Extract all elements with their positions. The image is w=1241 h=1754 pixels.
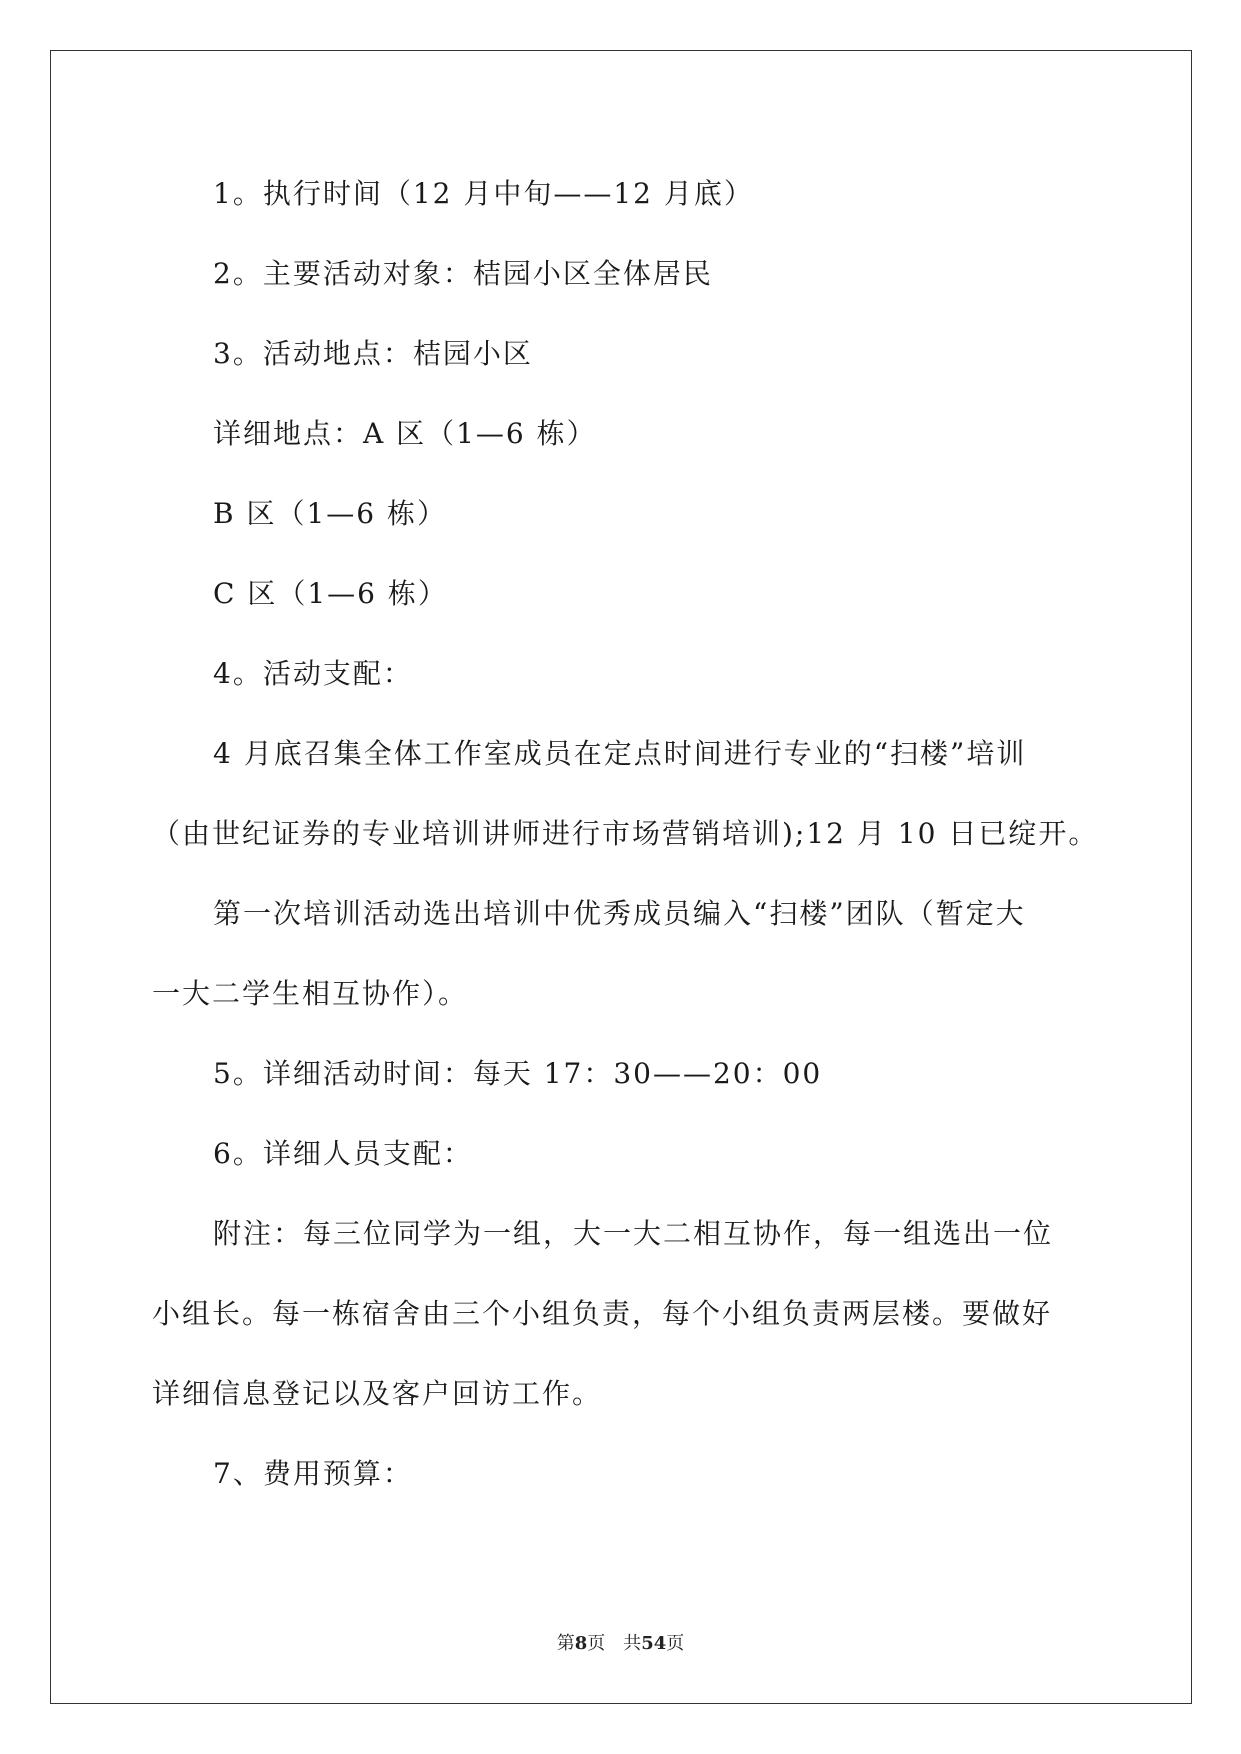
line-staff-heading: 6。详细人员支配： xyxy=(213,1137,473,1170)
footer-current-page: 8 xyxy=(574,1633,588,1654)
line-location: 3。活动地点：桔园小区 xyxy=(213,337,533,370)
line-note-3: 详细信息登记以及客户回访工作。 xyxy=(152,1377,603,1410)
line-location-b: B 区（1—6 栋） xyxy=(213,497,448,530)
line-arrangement-heading: 4。活动支配： xyxy=(213,657,413,690)
footer-prefix: 第 xyxy=(556,1633,575,1654)
line-training-1: 4 月底召集全体工作室成员在定点时间进行专业的“扫楼”培训 xyxy=(213,737,1027,770)
line-location-c: C 区（1—6 栋） xyxy=(213,577,448,610)
line-budget-heading: 7、费用预算： xyxy=(213,1457,413,1490)
line-first-training-1: 第一次培训活动选出培训中优秀成员编入“扫楼”团队（暂定大 xyxy=(213,897,1026,930)
line-training-2: （由世纪证券的专业培训讲师进行市场营销培训);12 月 10 日已绽开。 xyxy=(152,817,1099,850)
footer-suffix: 页 xyxy=(666,1633,685,1654)
footer-middle: 页 共 xyxy=(587,1633,642,1654)
line-target-audience: 2。主要活动对象：桔园小区全体居民 xyxy=(213,257,713,290)
line-detail-location-a: 详细地点：A 区（1—6 栋） xyxy=(213,417,597,450)
line-note-2: 小组长。每一栋宿舍由三个小组负责，每个小组负责两层楼。要做好 xyxy=(152,1297,1053,1330)
line-note-1: 附注：每三位同学为一组，大一大二相互协作，每一组选出一位 xyxy=(213,1217,1054,1250)
footer-total-pages: 54 xyxy=(641,1633,667,1654)
line-execution-time: 1。执行时间（12 月中旬——12 月底） xyxy=(213,177,754,210)
line-first-training-2: 一大二学生相互协作）。 xyxy=(152,977,469,1010)
page-footer xyxy=(0,1632,1241,1656)
line-activity-time: 5。详细活动时间：每天 17：30——20：00 xyxy=(213,1057,823,1090)
